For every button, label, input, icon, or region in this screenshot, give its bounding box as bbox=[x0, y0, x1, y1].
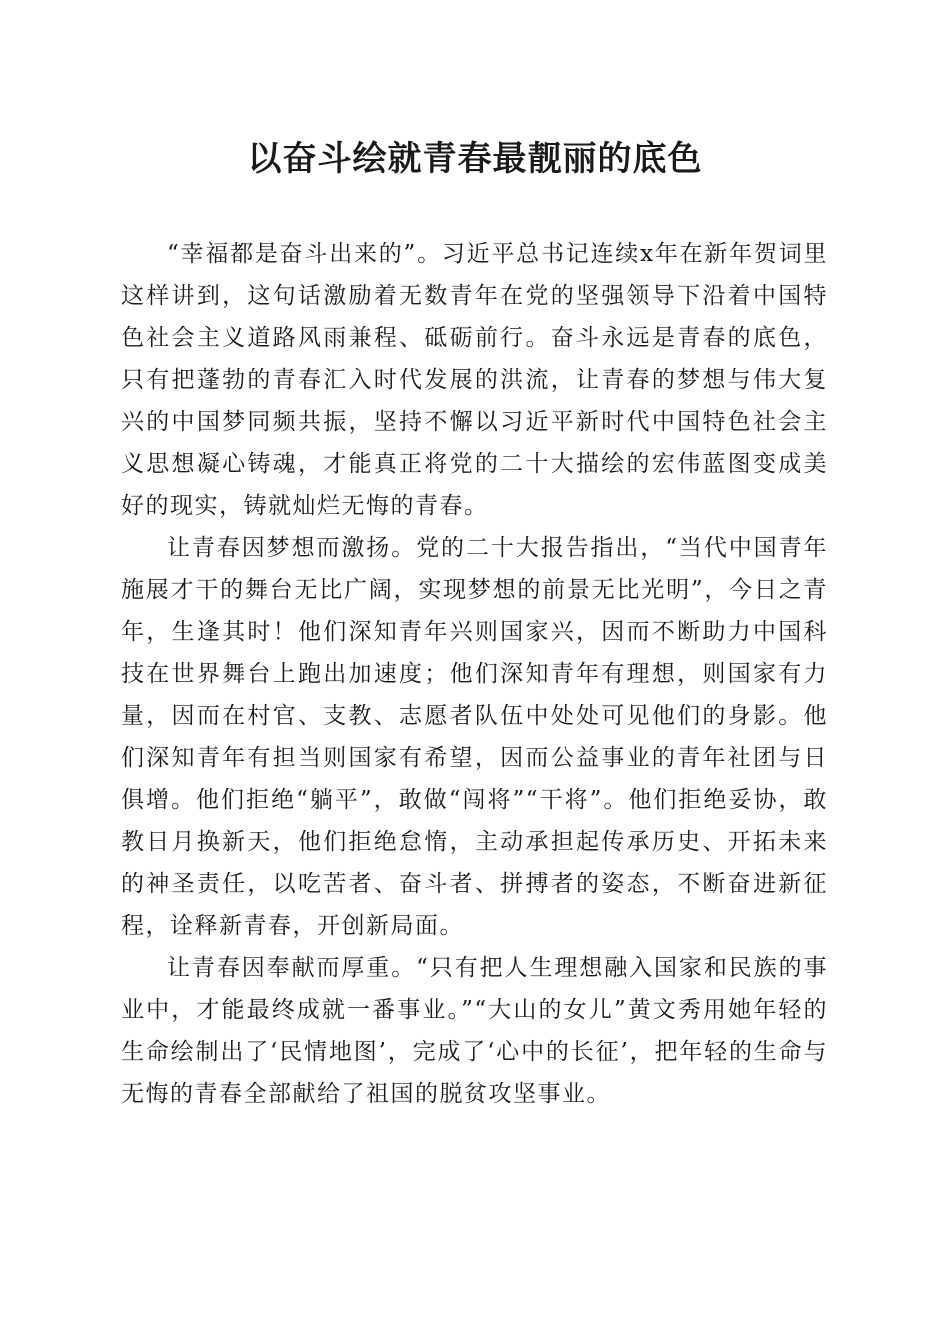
document-body bbox=[121, 233, 828, 1115]
document-title: 以奋斗绘就青春最靓丽的底色 bbox=[247, 139, 703, 179]
paragraph-1: “幸福都是奋斗出来的”。习近平总书记连续x年在新年贺词里这样讲到，这句话激励着无数青年在党的坚强领导下沿着中国特色社会主义道路风雨兼程、砥砺前行。奋斗永远是青春的底色，只有把蓬勃的青春汇入时代发展的洪流，让青春的梦想与伟大复兴的中国梦同频共振，坚持不懈以习近平新时代中国特色社会主义思想凝心铸魂，才能真正将党的二十大描绘的宏伟蓝图变成美好的现实，铸就灿烂无悔的青春。 bbox=[121, 241, 828, 519]
paragraph-2: 让青春因梦想而激扬。党的二十大报告指出，“当代中国青年施展才干的舞台无比广阔，实现梦想的前景无比光明”，今日之青年，生逢其时！他们深知青年兴则国家兴，因而不断助力中国科技在世界舞台上跑出加速度；他们深知青年有理想，则国家有力量，因而在村官、支教、志愿者队伍中处处可见他们的身影。他们深知青年有担当则国家有希望，因而公益事业的青年社团与日俱增。他们拒绝“躺平”，敢做“闯将”“干将”。他们拒绝妥协，敢教日月换新天，他们拒绝怠惰，主动承担起传承历史、开拓未来的神圣责任，以吃苦者、奋斗者、拼搏者的姿态，不断奋进新征程，诠释新青春，开创新局面。 bbox=[121, 535, 828, 939]
paragraph-3: 让青春因奉献而厚重。“只有把人生理想融入国家和民族的事业中，才能最终成就一番事业。”“大山的女儿”黄文秀用她年轻的生命绘制出了‘民情地图’，完成了‘心中的长征’，把年轻的生命与无悔的青春全部献给了祖国的脱贫攻坚事业。 bbox=[121, 955, 828, 1107]
